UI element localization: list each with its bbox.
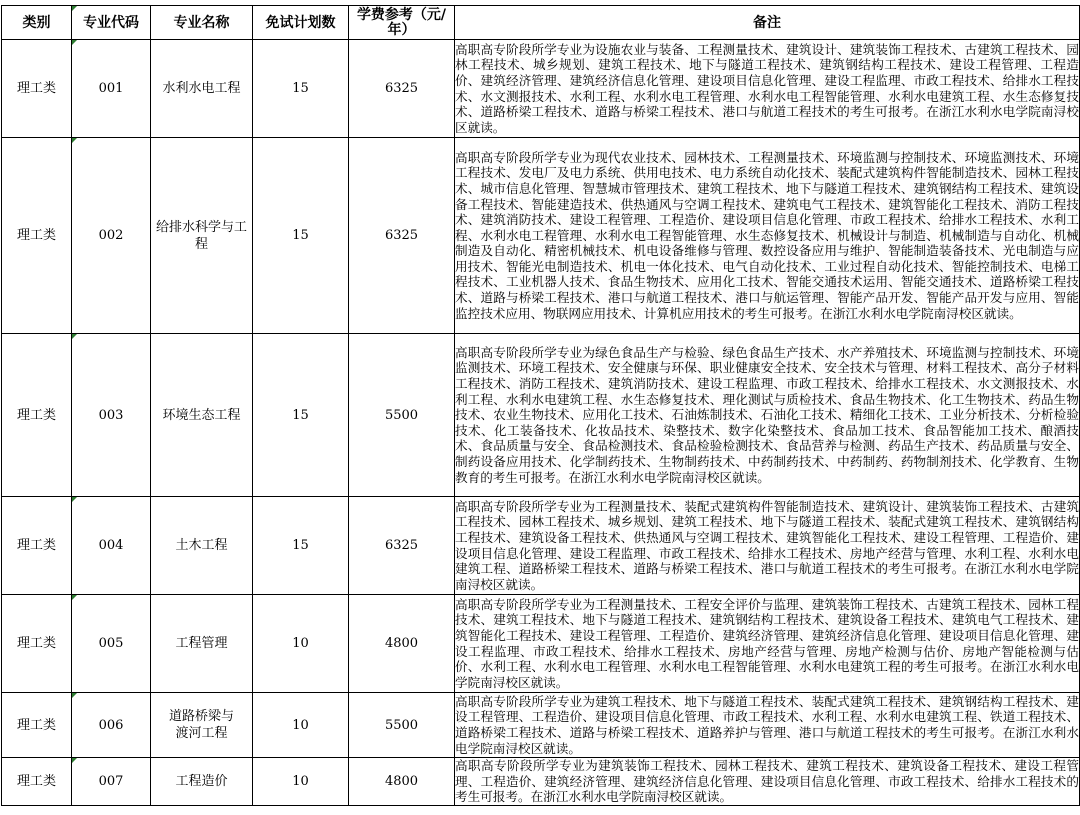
table-row (2, 693, 1080, 758)
table-row (2, 138, 1080, 334)
cell-category: 理工类 (2, 334, 72, 497)
cell-code: 007 (72, 758, 151, 806)
admission-plan-table (1, 5, 1080, 806)
table-row (2, 497, 1080, 595)
cell-quota: 15 (253, 138, 349, 334)
cell-remarks: 高职高专阶段所学专业为设施农业与装备、工程测量技术、建筑设计、建筑装饰工程技术、古建筑工程技术、园林工程技术、城乡规划、建筑工程技术、地下与隧道工程技术、建筑钢结构工程技术、建设工程管理、工程造价、建筑经济管理、建筑经济信息化管理、建设项目信息化管理、建设工程监理、市政工程技术、给排水工程技术、水文测报技术、水利工程、水利水电工程管理、水利水电工程智能管理、水利水电建筑工程、水生态修复技术、道路桥梁工程技术、道路与桥梁工程技术、港口与航道工程技术的考生可报考。在浙江水利水电学院南浔校区就读。 (455, 40, 1080, 138)
cell-category: 理工类 (2, 758, 72, 806)
cell-quota: 10 (253, 693, 349, 758)
cell-major-name: 给排水科学与工程 (151, 138, 253, 334)
cell-category: 理工类 (2, 693, 72, 758)
cell-category: 理工类 (2, 497, 72, 595)
cell-major-name: 工程管理 (151, 595, 253, 693)
cell-tuition: 4800 (349, 758, 455, 806)
cell-quota: 10 (253, 595, 349, 693)
cell-code: 006 (72, 693, 151, 758)
header-row (2, 6, 1080, 40)
cell-major-name: 工程造价 (151, 758, 253, 806)
cell-remarks: 高职高专阶段所学专业为建筑装饰工程技术、园林工程技术、建筑工程技术、建筑设备工程技术、建设工程管理、工程造价、建筑经济管理、建筑经济信息化管理、建设项目信息化管理、市政工程技术、给排水工程技术的考生可报考。在浙江水利水电学院南浔校区就读。 (455, 758, 1079, 805)
cell-major-name: 道路桥梁与渡河工程 (151, 693, 253, 758)
cell-remarks: 高职高专阶段所学专业为工程测量技术、工程安全评价与监理、建筑装饰工程技术、古建筑工程技术、园林工程技术、建筑工程技术、地下与隧道工程技术、建筑钢结构工程技术、建筑设备工程技术、建筑电气工程技术、建筑智能化工程技术、建设工程管理、工程造价、建筑经济管理、建筑经济信息化管理、建设项目信息化管理、建设工程监理、市政工程技术、给排水工程技术、房地产经营与管理、房地产检测与估价、房地产智能检测与估价、水利工程、水利水电工程管理、水利水电工程智能管理、水利水电建筑工程的考生可报考。在浙江水利水电学院南浔校区就读。 (455, 595, 1080, 693)
header-category: 类别 (2, 6, 72, 40)
cell-marker-icon (72, 40, 77, 45)
cell-major-name: 水利水电工程 (151, 40, 253, 138)
header-code: 专业代码 (72, 6, 151, 40)
table-row (2, 595, 1080, 693)
header-tuition: 学费参考（元/年） (349, 6, 455, 40)
cell-marker-icon (72, 595, 77, 600)
header-remarks: 备注 (455, 6, 1080, 40)
cell-code: 002 (72, 138, 151, 334)
cell-tuition: 5500 (349, 334, 455, 497)
table-row (2, 758, 1080, 806)
cell-tuition: 6325 (349, 40, 455, 138)
cell-tuition: 6325 (349, 497, 455, 595)
cell-major-name: 土木工程 (151, 497, 253, 595)
cell-tuition: 5500 (349, 693, 455, 758)
cell-marker-icon (72, 334, 77, 339)
cell-marker-icon (72, 497, 77, 502)
cell-code: 005 (72, 595, 151, 693)
cell-code: 004 (72, 497, 151, 595)
cell-marker-icon (72, 758, 77, 763)
cell-major-name: 环境生态工程 (151, 334, 253, 497)
cell-tuition: 6325 (349, 138, 455, 334)
cell-remarks: 高职高专阶段所学专业为工程测量技术、装配式建筑构件智能制造技术、建筑设计、建筑装饰工程技术、古建筑工程技术、园林工程技术、城乡规划、建筑工程技术、地下与隧道工程技术、装配式建筑工程技术、建筑钢结构工程技术、建筑设备工程技术、供热通风与空调工程技术、建筑智能化工程技术、建设工程管理、工程造价、建设项目信息化管理、建设工程监理、市政工程技术、给排水工程技术、房地产经营与管理、水利工程、水利水电建筑工程、道路桥梁工程技术、道路与桥梁工程技术、港口与航道工程技术的考生可报考。在浙江水利水电学院南浔校区就读。 (455, 497, 1080, 595)
header-name: 专业名称 (151, 6, 253, 40)
header-quota: 免试计划数 (253, 6, 349, 40)
cell-code: 003 (72, 334, 151, 497)
cell-marker-icon (72, 6, 77, 11)
cell-marker-icon (72, 138, 77, 143)
cell-quota: 15 (253, 334, 349, 497)
cell-category: 理工类 (2, 138, 72, 334)
cell-quota: 15 (253, 497, 349, 595)
cell-remarks: 高职高专阶段所学专业为绿色食品生产与检验、绿色食品生产技术、水产养殖技术、环境监测与控制技术、环境监测技术、环境工程技术、安全健康与环保、职业健康安全技术、安全技术与管理、材料工程技术、高分子材料工程技术、消防工程技术、建筑消防技术、建设工程监理、市政工程技术、给排水工程技术、水文测报技术、水利工程、水利水电建筑工程、水生态修复技术、理化测试与质检技术、食品生物技术、化工生物技术、药品生物技术、农业生物技术、应用化工技术、石油炼制技术、石油化工技术、精细化工技术、工业分析技术、分析检验技术、化工装备技术、化妆品技术、染整技术、数字化染整技术、食品加工技术、食品智能加工技术、酿酒技术、食品质量与安全、食品检测技术、食品检验检测技术、食品营养与检测、药品生产技术、药品质量与安全、制药设备应用技术、化学制药技术、生物制药技术、中药制药技术、中药制药、药物制剂技术、化学教育、生物教育的考生可报考。在浙江水利水电学院南浔校区就读。 (455, 334, 1080, 497)
cell-quota: 10 (253, 758, 349, 806)
table-row (2, 40, 1080, 138)
cell-marker-icon (72, 693, 77, 698)
cell-remarks: 高职高专阶段所学专业为现代农业技术、园林技术、工程测量技术、环境监测与控制技术、环境监测技术、环境工程技术、发电厂及电力系统、供用电技术、电力系统自动化技术、装配式建筑构件智能制造技术、园林工程技术、城市信息化管理、智慧城市管理技术、建筑工程技术、地下与隧道工程技术、建筑钢结构工程技术、建筑设备工程技术、智能建造技术、供热通风与空调工程技术、建筑电气工程技术、建筑智能化工程技术、消防工程技术、建筑消防技术、建设工程管理、工程造价、建设项目信息化管理、市政工程技术、给排水工程技术、水利工程、水利水电工程管理、水利水电工程智能管理、水生态修复技术、机械设计与制造、机械制造与自动化、机械制造及自动化、精密机械技术、机电设备维修与管理、数控设备应用与维护、智能制造装备技术、光电制造与应用技术、智能光电制造技术、机电一体化技术、电气自动化技术、工业过程自动化技术、智能控制技术、电梯工程技术、工业机器人技术、食品生物技术、应用化工技术、智能交通技术运用、智能交通技术、道路桥梁工程技术、道路与桥梁工程技术、港口与航道工程技术、港口与航运管理、智能产品开发、智能产品开发与应用、智能监控技术应用、物联网应用技术、计算机应用技术的考生可报考。在浙江水利水电学院南浔校区就读。 (455, 138, 1080, 334)
cell-category: 理工类 (2, 595, 72, 693)
cell-quota: 15 (253, 40, 349, 138)
table-row (2, 334, 1080, 497)
cell-category: 理工类 (2, 40, 72, 138)
cell-tuition: 4800 (349, 595, 455, 693)
cell-remarks: 高职高专阶段所学专业为建筑工程技术、地下与隧道工程技术、装配式建筑工程技术、建筑钢结构工程技术、建设工程管理、工程造价、建设项目信息化管理、市政工程技术、水利工程、水利水电建筑工程、铁道工程技术、道路桥梁工程技术、道路与桥梁工程技术、道路养护与管理、港口与航道工程技术的考生可报考。在浙江水利水电学院南浔校区就读。 (455, 693, 1079, 756)
cell-code: 001 (72, 40, 151, 138)
